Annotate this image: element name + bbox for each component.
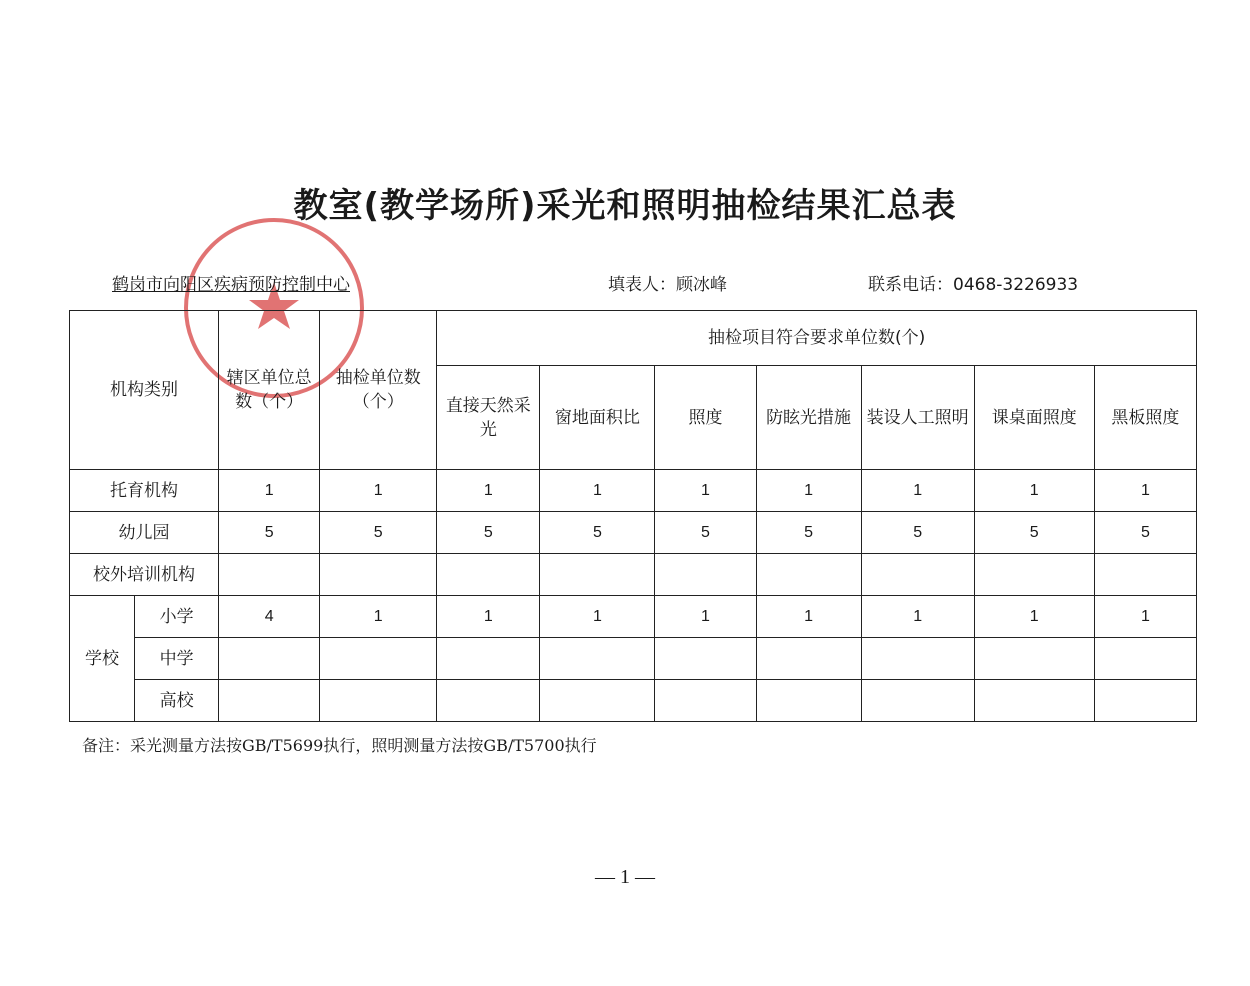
row-label: 托育机构 xyxy=(70,470,219,512)
cell-value: 1 xyxy=(861,596,974,638)
cell-value: 1 xyxy=(861,470,974,512)
cell-value xyxy=(320,554,437,596)
row-label: 中学 xyxy=(135,638,219,680)
cell-value xyxy=(320,680,437,722)
cell-value xyxy=(219,680,320,722)
organization-name: 鹤岗市向阳区疾病预防控制中心 xyxy=(112,275,350,295)
cell-value xyxy=(861,680,974,722)
cell-value: 5 xyxy=(655,512,756,554)
table-row xyxy=(70,680,1197,722)
cell-value xyxy=(655,554,756,596)
table-row xyxy=(70,512,1197,554)
header-item: 黑板照度 xyxy=(1094,366,1196,470)
cell-value xyxy=(1094,680,1196,722)
table-row xyxy=(70,638,1197,680)
header-item: 直接天然采光 xyxy=(437,366,540,470)
row-label: 高校 xyxy=(135,680,219,722)
cell-value: 5 xyxy=(320,512,437,554)
cell-value: 1 xyxy=(756,470,861,512)
cell-value xyxy=(974,554,1094,596)
contact-phone: 联系电话：0468-3226933 xyxy=(868,275,1079,295)
cell-value: 5 xyxy=(540,512,655,554)
cell-value: 1 xyxy=(540,470,655,512)
cell-value xyxy=(974,680,1094,722)
cell-value xyxy=(219,638,320,680)
cell-value xyxy=(974,638,1094,680)
cell-value: 1 xyxy=(437,470,540,512)
cell-value: 1 xyxy=(1094,596,1196,638)
header-item: 窗地面积比 xyxy=(540,366,655,470)
form-filler: 填表人：顾冰峰 xyxy=(608,275,727,295)
cell-value xyxy=(861,638,974,680)
header-item: 装设人工照明 xyxy=(861,366,974,470)
cell-value: 1 xyxy=(974,596,1094,638)
table-row xyxy=(70,470,1197,512)
cell-value: 1 xyxy=(219,470,320,512)
cell-value: 5 xyxy=(861,512,974,554)
cell-value xyxy=(756,680,861,722)
cell-value xyxy=(655,638,756,680)
cell-value xyxy=(437,638,540,680)
cell-value: 1 xyxy=(320,596,437,638)
row-label: 幼儿园 xyxy=(70,512,219,554)
header-item: 防眩光措施 xyxy=(756,366,861,470)
results-table xyxy=(69,310,1197,722)
cell-value xyxy=(756,638,861,680)
page-number: — 1 — xyxy=(595,866,655,888)
cell-value: 1 xyxy=(655,470,756,512)
cell-value: 1 xyxy=(974,470,1094,512)
cell-value xyxy=(540,638,655,680)
cell-value: 5 xyxy=(219,512,320,554)
cell-value xyxy=(320,638,437,680)
cell-value xyxy=(437,680,540,722)
cell-value xyxy=(437,554,540,596)
table-row xyxy=(70,596,1197,638)
cell-value xyxy=(219,554,320,596)
header-compliant-group: 抽检项目符合要求单位数(个) xyxy=(437,311,1197,366)
cell-value: 5 xyxy=(1094,512,1196,554)
cell-value xyxy=(756,554,861,596)
cell-value xyxy=(540,554,655,596)
table-row xyxy=(70,554,1197,596)
document-title: 教室(教学场所)采光和照明抽检结果汇总表 xyxy=(293,186,957,226)
cell-value xyxy=(1094,638,1196,680)
header-sampled-units: 抽检单位数（个） xyxy=(320,311,437,470)
footnote: 备注：采光测量方法按GB/T5699执行，照明测量方法按GB/T5700执行 xyxy=(82,736,597,755)
header-item: 课桌面照度 xyxy=(974,366,1094,470)
header-total-units: 辖区单位总数（个） xyxy=(219,311,320,470)
cell-value: 4 xyxy=(219,596,320,638)
cell-value xyxy=(1094,554,1196,596)
header-category: 机构类别 xyxy=(70,311,219,470)
cell-value: 1 xyxy=(1094,470,1196,512)
school-group-label: 学校 xyxy=(70,596,135,722)
cell-value xyxy=(861,554,974,596)
cell-value: 5 xyxy=(756,512,861,554)
row-label: 小学 xyxy=(135,596,219,638)
cell-value: 1 xyxy=(437,596,540,638)
cell-value: 5 xyxy=(974,512,1094,554)
cell-value: 1 xyxy=(320,470,437,512)
cell-value: 1 xyxy=(655,596,756,638)
cell-value xyxy=(540,680,655,722)
cell-value: 5 xyxy=(437,512,540,554)
row-label: 校外培训机构 xyxy=(70,554,219,596)
cell-value xyxy=(655,680,756,722)
header-item: 照度 xyxy=(655,366,756,470)
cell-value: 1 xyxy=(540,596,655,638)
cell-value: 1 xyxy=(756,596,861,638)
